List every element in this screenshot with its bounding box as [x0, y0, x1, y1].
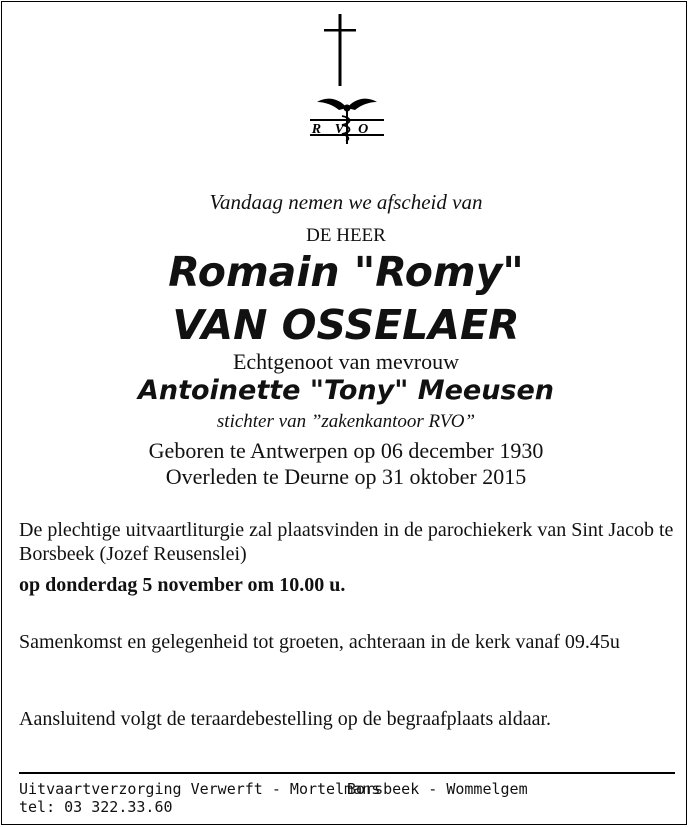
spouse-intro: Echtgenoot van mevrouw — [232, 349, 460, 374]
deceased-last-name: VAN OSSELAER — [172, 301, 520, 349]
logo-text: RVO — [311, 122, 383, 137]
undertaker-name: Uitvaartverzorging Verwerft - Mortelmans — [19, 780, 381, 798]
obituary-card — [1, 1, 687, 825]
footer-divider — [19, 772, 675, 774]
gathering-paragraph: Samenkomst en gelegenheid tot groeten, achteraan in de kerk vanaf 09.45u — [19, 631, 620, 653]
honorific: DE HEER — [306, 225, 386, 246]
undertaker-phone: tel: 03 322.33.60 — [19, 798, 173, 816]
birth-line: Geboren te Antwerpen op 06 december 1930 — [148, 438, 544, 463]
spouse-name: Antoinette "Tony" Meeusen — [137, 375, 555, 406]
founder-text: stichter van ”zakenkantoor RVO” — [216, 411, 476, 432]
service-date: op donderdag 5 november om 10.00 u. — [19, 574, 346, 596]
deceased-first-name: Romain "Romy" — [168, 248, 524, 296]
rvo-logo-icon — [309, 94, 385, 146]
burial-paragraph: Aansluitend volgt de teraardebestelling op de begraafplaats aldaar. — [19, 708, 552, 730]
latin-cross-icon — [320, 14, 360, 86]
death-line: Overleden te Deurne op 31 oktober 2015 — [165, 464, 527, 489]
intro-text: Vandaag nemen we afscheid van — [209, 190, 483, 214]
liturgy-paragraph: De plechtige uitvaartliturgie zal plaatsvinden in de parochiekerk van Sint Jacob te Borsbeek (Jozef Reusenslei) — [19, 519, 674, 565]
undertaker-locations: Borsbeek - Wommelgem — [347, 780, 528, 798]
